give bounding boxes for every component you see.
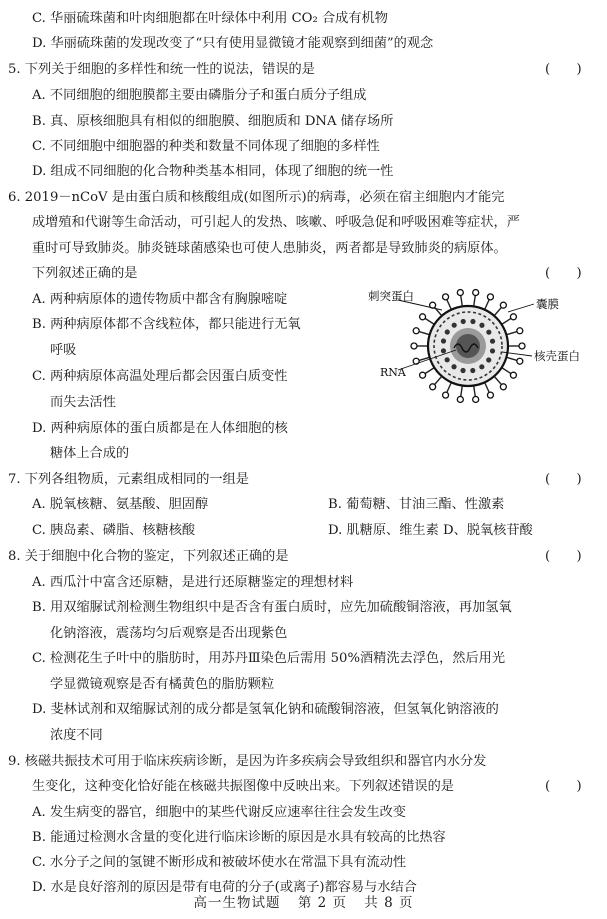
nucleocapsid-dot [445,329,450,334]
nucleocapsid-dot [479,364,484,369]
spike-stalk [502,318,512,324]
q7-option-c: C. 胰岛素、磷脂、核糖核酸 [32,523,196,538]
nucleocapsid-dot [490,339,495,344]
spike-stalk [506,357,518,360]
spike-stalk [424,318,434,324]
spike-stalk [461,386,463,398]
spike-head [413,328,419,334]
nucleocapsid-dot [486,357,491,362]
spike-stalk [474,295,476,307]
spike-head [510,314,516,320]
q6-stem-line1: 6. 2019－nCoV 是由蛋白质和核酸组成(如图所示)的病毒，必须在宿主细胞内才能完 [8,190,505,205]
footer-subject: 高一生物试题 [193,895,281,911]
spike-stalk [418,331,430,334]
spike-stalk [494,376,502,385]
q9-stem-line1: 9. 核磁共振技术可用于临床疾病诊断，是因为许多疾病会导致组织和器官内水分发 [8,754,487,769]
q7-stem: 7. 下列各组物质，元素组成相同的一组是 [8,472,249,487]
nucleocapsid-dot [441,338,446,343]
spike-stalk [506,331,518,334]
nucleocapsid-dot [479,323,484,328]
nucleocapsid-dot [486,330,491,335]
q9-option-b: B. 能通过检测水含量的变化进行临床诊断的原因是水具有较高的比热容 [32,830,446,845]
spike-head [517,358,523,364]
leader-envelope [508,304,534,312]
spike-stalk [424,368,434,374]
nucleocapsid-dot [452,323,457,328]
spike-head [510,372,516,378]
q8-option-d-line1: D. 斐林试剂和双缩脲试剂的成分都是氢氧化钠和硫酸铜溶液，但氢氧化钠溶液的 [32,702,499,717]
spike-head [473,290,479,296]
q9-stem-line2: 生变化，这种变化恰好能在核磁共振图像中反映出来。下列叙述错误的是 [32,779,454,794]
spike-stalk [446,299,451,310]
q5-answer-paren: ( ) [545,62,582,77]
spike-head [457,396,463,402]
q6-option-d-line2: 糖体上合成的 [50,446,130,461]
q6-option-b-line2: 呼吸 [50,343,77,358]
spike-stalk [474,386,476,398]
q6-option-a: A. 两种病原体的遗传物质中都含有胸腺嘧啶 [32,292,288,307]
nucleocapsid-dot [470,319,475,324]
q8-option-a: A. 西瓜汁中富含还原糖，是进行还原糖鉴定的理想材料 [32,575,354,590]
spike-head [487,294,493,300]
spike-head [420,314,426,320]
q6-stem-line3: 重时可导致肺炎。肺炎链球菌感染也可使人患肺炎，两者都是导致肺炎的病原体。 [32,241,507,256]
spike-head [500,302,506,308]
q8-stem: 8. 关于细胞中化合物的鉴定，下列叙述正确的是 [8,549,289,564]
q7-option-b: B. 葡萄糖、甘油三酯、性激素 [328,497,505,512]
label-spike-protein: 刺突蛋白 [368,289,414,303]
q9-answer-paren: ( ) [545,779,582,794]
spike-head [420,372,426,378]
nucleocapsid-dot [441,348,446,353]
spike-stalk [485,299,490,310]
spike-head [411,343,417,349]
spike-head [443,392,449,398]
q4-option-c: C. 华丽硫珠菌和叶肉细胞都在叶绿体中利用 CO₂ 合成有机物 [32,11,388,26]
nucleocapsid-dot [451,364,456,369]
spike-head [517,328,523,334]
nucleocapsid-dot [461,319,466,324]
q6-answer-paren: ( ) [545,266,582,281]
footer-total-pages: 共 8 页 [364,895,414,911]
q4-option-d: D. 华丽硫珠菌的发现改变了“只有使用显微镜才能观察到细菌”的观念 [32,36,434,51]
spike-stalk [446,382,451,393]
spike-stalk [434,376,442,385]
q7-option-a: A. 脱氧核糖、氨基酸、胆固醇 [32,497,209,512]
spike-head [519,343,525,349]
spike-head [473,396,479,402]
q8-option-c-line2: 学显微镜观察是否有橘黄色的脂肪颗粒 [50,677,275,692]
label-rna: RNA [380,366,406,379]
q6-option-c-line2: 而失去活性 [50,395,116,410]
spike-stalk [485,382,490,393]
q5-option-a: A. 不同细胞的细胞膜都主要由磷脂分子和蛋白质分子组成 [32,88,367,103]
q8-option-c-line1: C. 检测花生子叶中的脂肪时，用苏丹Ⅲ染色后需用 50%酒精洗去浮色，然后用光 [32,651,506,666]
q8-option-d-line2: 浓度不同 [50,728,103,743]
q6-option-d-line1: D. 两种病原体的蛋白质都是在人体细胞的核 [32,421,288,436]
nucleocapsid-dot [490,348,495,353]
q9-option-c: C. 水分子之间的氢键不断形成和被破坏使水在常温下具有流动性 [32,855,407,870]
q6-stem-line2: 成增殖和代谢等生命活动，可引起人的发热、咳嗽、呼吸急促和呼吸困难等症状，严 [32,215,520,230]
q8-answer-paren: ( ) [545,549,582,564]
footer-page-number: 第 2 页 [297,895,347,911]
q5-option-c: C. 不同细胞中细胞器的种类和数量不同体现了细胞的多样性 [32,139,380,154]
spike-stalk [494,307,502,316]
page-footer [0,893,607,915]
virus-diagram [358,286,598,406]
spike-stalk [502,368,512,374]
q5-option-d: D. 组成不同细胞的化合物种类基本相同，体现了细胞的统一性 [32,164,394,179]
q8-option-b-line1: B. 用双缩脲试剂检测生物组织中是否含有蛋白质时，应先加硫酸铜溶液，再加氢氧 [32,600,512,615]
spike-head [457,290,463,296]
spike-head [430,384,436,390]
q9-option-a: A. 发生病变的器官，细胞中的某些代谢反应速率往往会发生改变 [32,805,406,820]
label-nucleocapsid: 核壳蛋白 [534,349,580,363]
nucleocapsid-dot [460,368,465,373]
spike-head [443,294,449,300]
q6-option-c-line1: C. 两种病原体高温处理后都会因蛋白质变性 [32,369,288,384]
q6-stem-line4: 下列叙述正确的是 [32,266,138,281]
label-envelope: 囊膜 [536,297,559,311]
q5-option-b: B. 真、原核细胞具有相似的细胞膜、细胞质和 DNA 储存场所 [32,114,394,129]
spike-stalk [461,295,463,307]
q7-answer-paren: ( ) [545,472,582,487]
q9-option-d: D. 水是良好溶剂的原因是带有电荷的分子(或离子)都容易与水结合 [32,880,417,895]
q6-option-b-line1: B. 两种病原体都不含线粒体，都只能进行无氧 [32,317,301,332]
q5-stem: 5. 下列关于细胞的多样性和统一性的说法，错误的是 [8,62,315,77]
q7-option-d: D. 肌糖原、维生素 D、脱氧核苷酸 [328,523,533,538]
spike-head [487,392,493,398]
q8-option-b-line2: 化钠溶液，震荡均匀后观察是否出现紫色 [50,626,288,641]
nucleocapsid-dot [470,368,475,373]
nucleocapsid-dot [445,357,450,362]
spike-head [500,384,506,390]
